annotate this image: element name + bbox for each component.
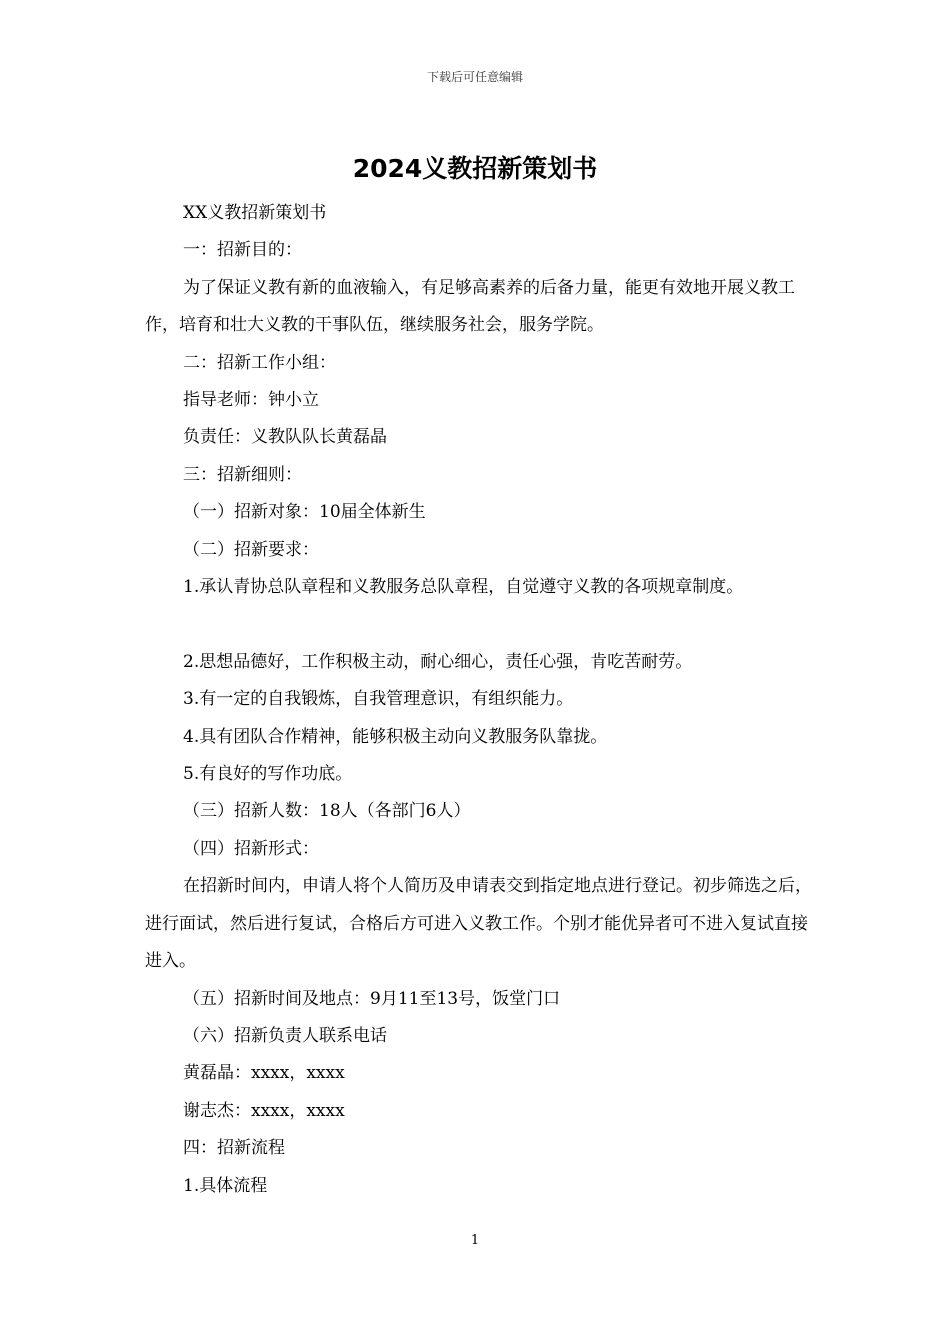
paragraph-advisor: 指导老师：钟小立 xyxy=(183,390,319,411)
paragraph-contact-1: 黄磊晶：xxxx，xxxx xyxy=(183,1063,345,1084)
paragraph-target: （一）招新对象：10届全体新生 xyxy=(183,502,426,523)
paragraph-leader: 负责任：义教队队长黄磊晶 xyxy=(183,427,387,448)
paragraph-purpose: 为了保证义教有新的血液输入，有足够高素养的后备力量，能更有效地开展义教工作，培育和壮大义教的干事队伍，继续服务社会，服务学院。 xyxy=(145,277,795,336)
paragraph-requirements: （二）招新要求： xyxy=(183,539,319,560)
paragraph-process: 1.具体流程 xyxy=(183,1175,268,1196)
paragraph-section-1: 一：招新目的： xyxy=(183,240,302,261)
paragraph-contact-2: 谢志杰：xxxx，xxxx xyxy=(183,1100,345,1121)
document-body xyxy=(145,195,825,1205)
paragraph-format: （四）招新形式： xyxy=(183,838,319,859)
paragraph-blank xyxy=(145,606,825,643)
paragraph-req-1: 1.承认青协总队章程和义教服务总队章程，自觉遵守义教的各项规章制度。 xyxy=(183,577,744,598)
paragraph-req-3: 3.有一定的自我锻炼，自我管理意识，有组织能力。 xyxy=(183,689,574,710)
paragraph-section-3: 三：招新细则： xyxy=(183,464,302,485)
paragraph-contacts: （六）招新负责人联系电话 xyxy=(183,1025,387,1046)
page-number: 1 xyxy=(470,1233,480,1248)
document-title: 2024义教招新策划书 xyxy=(352,154,598,183)
paragraph-format-detail: 在招新时间内，申请人将个人简历及申请表交到指定地点进行登记。初步筛选之后，进行面试，然后进行复试，合格后方可进入义教工作。个别才能优异者可不进入复试直接进入。 xyxy=(145,876,812,972)
paragraph-count: （三）招新人数：18人（各部门6人） xyxy=(183,801,471,822)
page-header: 下载后可任意编辑 xyxy=(426,70,523,84)
paragraph-time-place: （五）招新时间及地点：9月11至13号，饭堂门口 xyxy=(183,988,561,1009)
paragraph-subtitle: XX义教招新策划书 xyxy=(183,203,327,223)
paragraph-section-4: 四：招新流程 xyxy=(183,1138,285,1159)
paragraph-section-2: 二：招新工作小组： xyxy=(183,352,336,373)
paragraph-req-5: 5.有良好的写作功底。 xyxy=(183,764,353,785)
paragraph-req-4: 4.具有团队合作精神，能够积极主动向义教服务队靠拢。 xyxy=(183,726,608,747)
paragraph-req-2: 2.思想品德好，工作积极主动，耐心细心，责任心强，肯吃苦耐劳。 xyxy=(183,651,693,672)
